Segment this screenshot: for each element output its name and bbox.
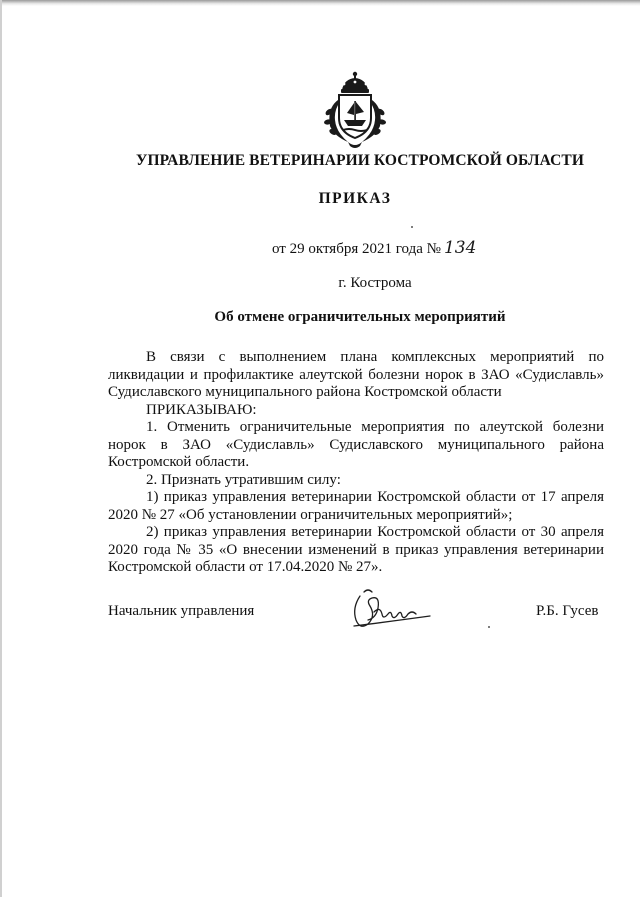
body-paragraph: 1) приказ управления ветеринарии Костромской области от 17 апреля 2020 № 27 «Об установлении ограничительных мероприятий»; (108, 489, 604, 523)
order-number-handwritten: 134 (443, 238, 477, 258)
order-body (108, 349, 604, 577)
order-date-text: от 29 октября 2021 года № (272, 241, 441, 257)
body-paragraph: 1. Отменить ограничительные мероприятия по алеутской болезни норок в ЗАО «Судиславль» Судиславского муниципального района Костромской области. (108, 419, 604, 470)
order-directive: ПРИКАЗЫВАЮ: (146, 401, 257, 418)
body-paragraph: В связи с выполнением плана комплексных мероприятий по ликвидации и профилактике алеутской болезни норок в ЗАО «Судиславль» Судиславского муниципального района Костромской области (108, 349, 604, 400)
scan-speck (488, 626, 490, 628)
handwritten-signature-icon (346, 586, 436, 634)
scan-speck (411, 226, 413, 228)
body-paragraph: 2. Признать утратившим силу: (146, 471, 341, 488)
order-date-line (272, 238, 476, 258)
order-subject: Об отмене ограничительных мероприятий (214, 309, 506, 325)
body-paragraph: 2) приказ управления ветеринарии Костромской области от 30 апреля 2020 года № 35 «О внесении изменений в приказ управления ветеринарии Костромской области от 17.04.2020 № 27». (108, 524, 604, 575)
organization-title: УПРАВЛЕНИЕ ВЕТЕРИНАРИИ КОСТРОМСКОЙ ОБЛАСТИ (135, 152, 585, 169)
city-line: г. Кострома (338, 275, 412, 291)
scan-left-edge (0, 0, 2, 897)
signer-role: Начальник управления (108, 603, 255, 619)
signer-name: Р.Б. Гусев (536, 603, 599, 619)
scan-top-edge (0, 0, 640, 6)
document-type-title: ПРИКАЗ (318, 190, 392, 207)
kostroma-coat-of-arms-icon (318, 70, 392, 150)
